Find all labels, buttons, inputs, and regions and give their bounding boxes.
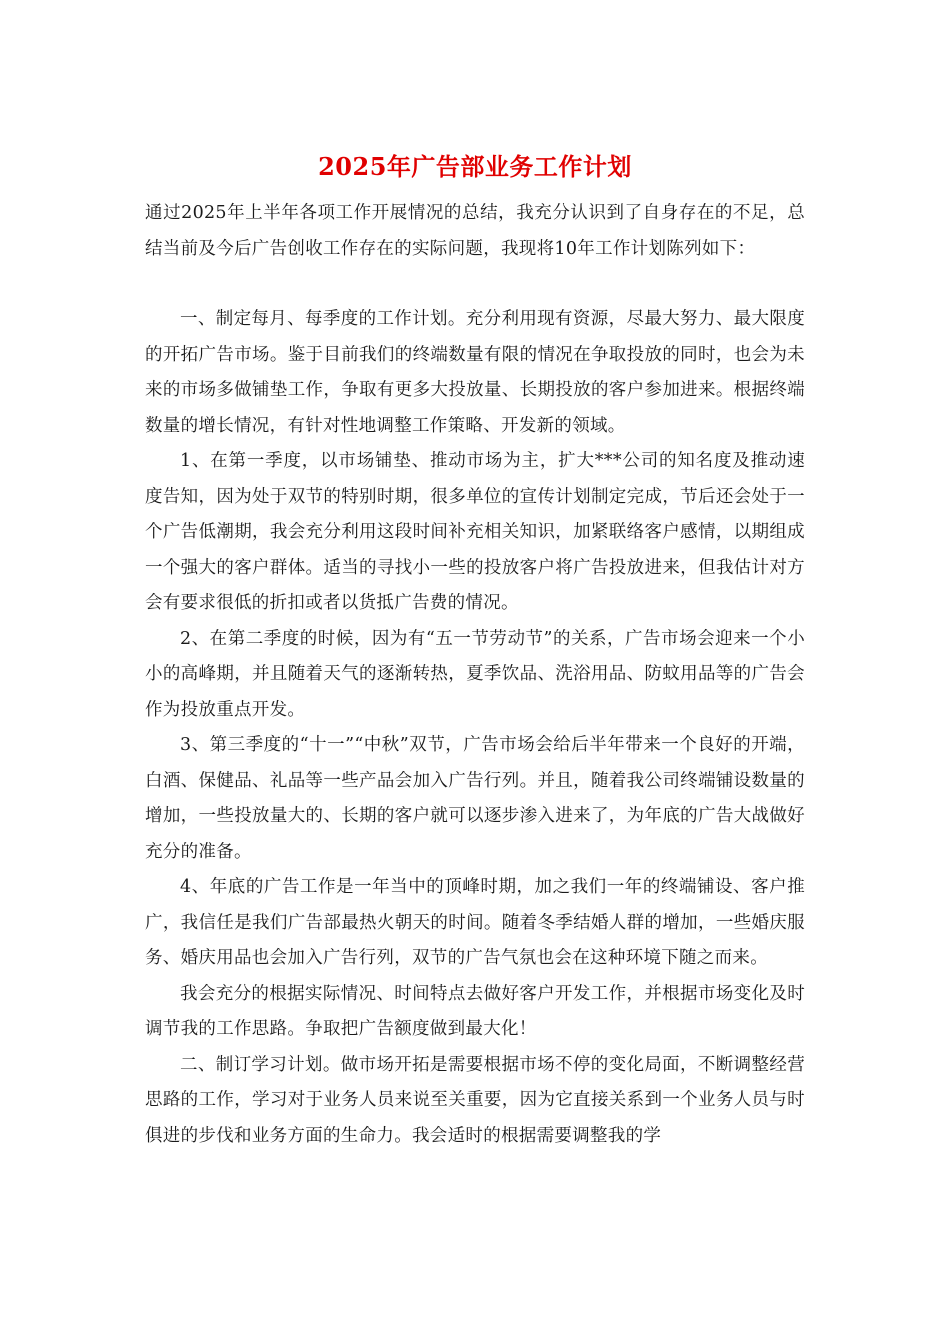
- section-two-paragraph: 二、制订学习计划。做市场开拓是需要根据市场不停的变化局面，不断调整经营思路的工作，学习对于业务人员来说至关重要，因为它直接关系到一个业务人员与时俱进的步伐和业务方面的生命力。我会适时的根据需要调整我的学: [145, 1054, 805, 1146]
- paragraph-gap: [145, 267, 805, 302]
- quarter-three-paragraph: 3、第三季度的“十一”“中秋”双节，广告市场会给后半年带来一个良好的开端，白酒、保健品、礼品等一些产品会加入广告行列。并且，随着我公司终端铺设数量的增加，一些投放量大的、长期的客户就可以逐步渗入进来了，为年底的广告大战做好充分的准备。: [145, 735, 805, 862]
- quarter-four-paragraph: 4、年底的广告工作是一年当中的顶峰时期，加之我们一年的终端铺设、客户推广，我信任是我们广告部最热火朝天的时间。随着冬季结婚人群的增加，一些婚庆服务、婚庆用品也会加入广告行列，双节的广告气氛也会在这种环境下随之而来。: [145, 877, 805, 968]
- document-title: 2025年广告部业务工作计划: [318, 152, 632, 181]
- document-body: [145, 196, 805, 1154]
- summary-paragraph: 我会充分的根据实际情况、时间特点去做好客户开发工作，并根据市场变化及时调节我的工作思路。争取把广告额度做到最大化！: [145, 983, 805, 1039]
- section-one-paragraph: 一、制定每月、每季度的工作计划。充分利用现有资源，尽最大努力、最大限度的开拓广告市场。鉴于目前我们的终端数量有限的情况在争取投放的同时，也会为未来的市场多做铺垫工作，争取有更多大投放量、长期投放的客户参加进来。根据终端数量的增长情况，有针对性地调整工作策略、开发新的领域。: [145, 309, 805, 436]
- quarter-two-paragraph: 2、在第二季度的时候，因为有“五一节劳动节”的关系，广告市场会迎来一个小小的高峰期，并且随着天气的逐渐转热，夏季饮品、洗浴用品、防蚊用品等的广告会作为投放重点开发。: [145, 628, 805, 720]
- intro-paragraph: 通过2025年上半年各项工作开展情况的总结，我充分认识到了自身存在的不足，总结当前及今后广告创收工作存在的实际问题，我现将10年工作计划陈列如下：: [145, 203, 805, 259]
- quarter-one-paragraph: 1、在第一季度，以市场铺垫、推动市场为主，扩大***公司的知名度及推动速度告知，因为处于双节的特别时期，很多单位的宣传计划制定完成，节后还会处于一个广告低潮期，我会充分利用这段时间补充相关知识，加紧联络客户感情，以期组成一个强大的客户群体。适当的寻找小一些的投放客户将广告投放进来，但我估计对方会有要求很低的折扣或者以货抵广告费的情况。: [145, 451, 805, 613]
